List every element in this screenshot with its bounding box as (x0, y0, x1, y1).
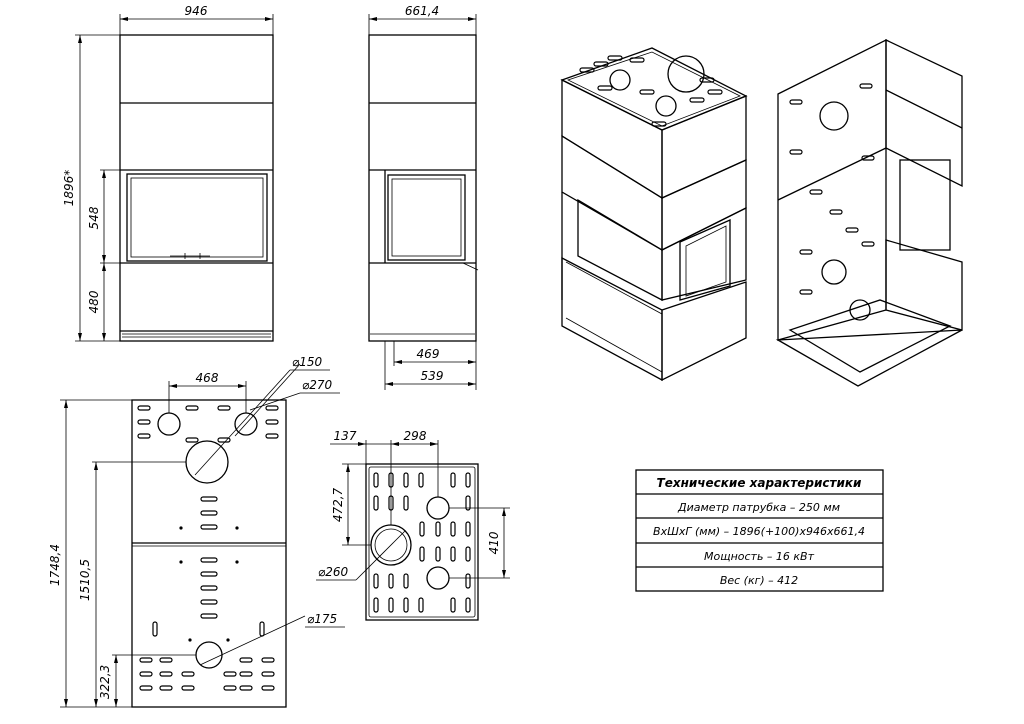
specs-table (636, 470, 883, 591)
specs-title: Технические характеристики (656, 476, 862, 490)
front-height-door-label: 548 (87, 206, 101, 230)
hole-270-label: ⌀270 (302, 378, 333, 392)
plate-spacing-label: 468 (195, 371, 219, 385)
top-offset-x-label: 137 (333, 429, 357, 443)
specs-row-weight: Вес (кг) – 412 (719, 574, 799, 587)
side-view (369, 4, 478, 390)
side-depth-base-label: 539 (420, 369, 444, 383)
back-plate-view (48, 355, 345, 707)
front-height-base-label: 480 (87, 290, 101, 314)
top-offset-y-label: 472,7 (331, 487, 345, 523)
specs-row-dimensions: ВхШхГ (мм) – 1896(+100)х946х661,4 (653, 525, 865, 538)
side-depth-label: 661,4 (404, 4, 440, 18)
specs-row-power: Мощность – 16 кВт (703, 550, 815, 563)
plate-height-low-label: 322,3 (98, 664, 112, 700)
plate-height-hole-label: 1510,5 (78, 559, 92, 601)
top-view (316, 429, 510, 620)
top-spacing-x-label: 298 (403, 429, 427, 443)
hole-260-label: ⌀260 (318, 565, 349, 579)
hole-150-label: ⌀150 (292, 355, 323, 369)
isometric-view-frame (778, 40, 962, 386)
front-height-total-label: 1896* (62, 169, 76, 207)
specs-row-flue: Диаметр патрубка – 250 мм (677, 501, 841, 514)
top-spacing-y-label: 410 (487, 531, 501, 555)
front-view (62, 4, 273, 341)
side-depth-glass-label: 469 (416, 347, 440, 361)
plate-height-total-label: 1748,4 (48, 544, 62, 586)
front-width-label: 946 (184, 4, 208, 18)
isometric-view-front (562, 48, 746, 380)
hole-175-label: ⌀175 (307, 612, 338, 626)
